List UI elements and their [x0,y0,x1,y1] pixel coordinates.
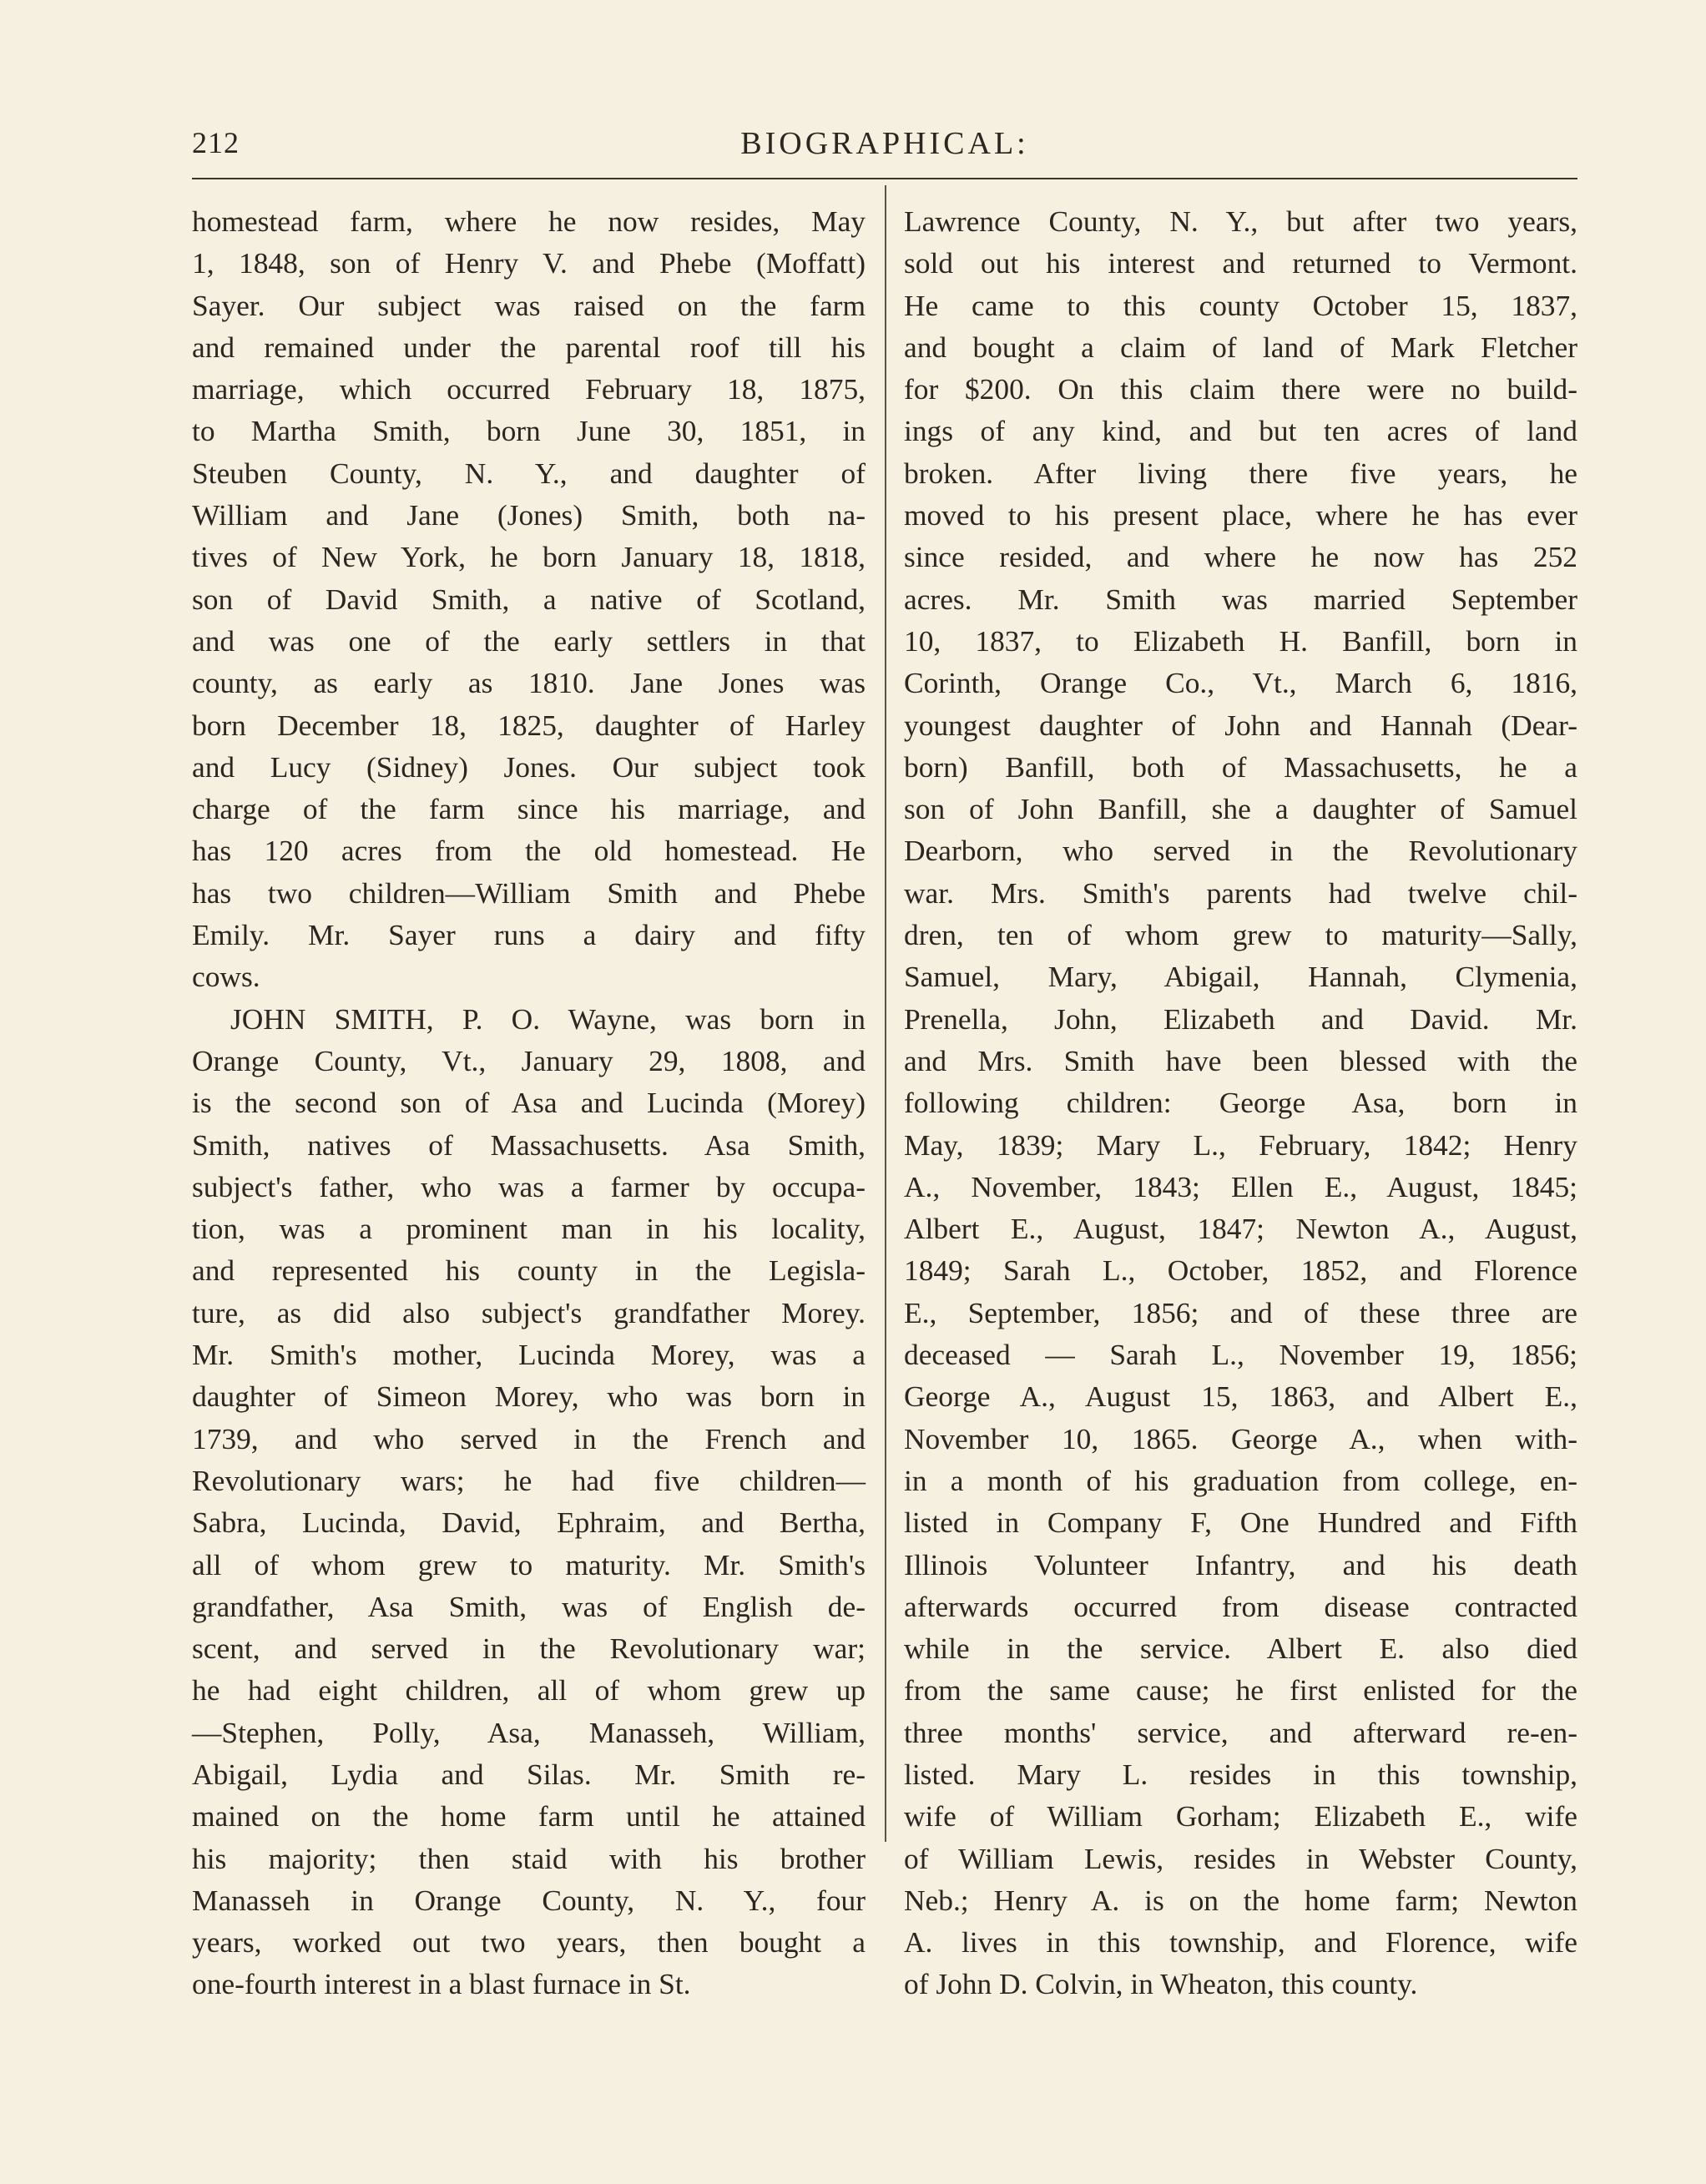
header-rule [192,178,1577,179]
text-line: 10, 1837, to Elizabeth H. Banfill, born in [904,623,1577,658]
text-line: A., November, 1843; Ellen E., August, 1845; [904,1169,1577,1203]
text-line: listed. Mary L. resides in this township, [904,1757,1577,1791]
left-column [192,200,866,2005]
text-line: A. lives in this township, and Florence, wife [904,1925,1577,1960]
text-line: deceased — Sarah L., November 19, 1856; [904,1338,1577,1372]
text-line: he had eight children, all of whom grew up [192,1673,866,1707]
text-line: Abigail, Lydia and Silas. Mr. Smith re- [192,1757,866,1791]
text-line: William and Jane (Jones) Smith, both na- [192,498,866,532]
text-line: JOHN SMITH, P. O. Wayne, was born in [230,1001,866,1036]
text-line: subject's father, who was a farmer by occupa- [192,1169,866,1203]
running-head: BIOGRAPHICAL: [740,126,1029,161]
text-line: of William Lewis, resides in Webster County, [904,1841,1577,1875]
text-line: charge of the farm since his marriage, and [192,792,866,826]
text-line: tives of New York, he born January 18, 1818, [192,540,866,574]
text-line: Lawrence County, N. Y., but after two years, [904,204,1577,238]
text-line: Mr. Smith's mother, Lucinda Morey, was a [192,1338,866,1372]
text-line: cows. [192,960,260,994]
text-line: war. Mrs. Smith's parents had twelve chil- [904,875,1577,910]
text-line: while in the service. Albert E. also died [904,1632,1577,1666]
text-line: and represented his county in the Legisla- [192,1253,866,1288]
text-line: and remained under the parental roof till his [192,330,866,364]
right-column [904,200,1577,2005]
page-header [192,125,1577,175]
text-line: from the same cause; he first enlisted for the [904,1673,1577,1707]
text-line: marriage, which occurred February 18, 1875, [192,372,866,406]
text-line: sold out his interest and returned to Vermont. [904,246,1577,280]
text-line: November 10, 1865. George A., when with- [904,1421,1577,1455]
text-line: one-fourth interest in a blast furnace in St. [192,1967,691,2001]
text-line: 1849; Sarah L., October, 1852, and Florence [904,1253,1577,1288]
text-line: 1739, and who served in the French and [192,1421,866,1455]
paragraph [192,200,866,998]
text-line: homestead farm, where he now resides, May [192,204,866,238]
text-line: his majority; then staid with his brother [192,1841,866,1875]
text-line: son of David Smith, a native of Scotland, [192,582,866,616]
text-line: and was one of the early settlers in that [192,623,866,658]
text-line: E., September, 1856; and of these three are [904,1295,1577,1329]
text-line: Corinth, Orange Co., Vt., March 6, 1816, [904,666,1577,700]
text-line: years, worked out two years, then bought a [192,1925,866,1960]
text-line: Sayer. Our subject was raised on the farm [192,288,866,322]
text-line: Dearborn, who served in the Revolutionary [904,834,1577,868]
text-line: Sabra, Lucinda, David, Ephraim, and Bertha, [192,1506,866,1540]
text-line: Samuel, Mary, Abigail, Hannah, Clymenia, [904,960,1577,994]
text-line: ings of any kind, and but ten acres of land [904,414,1577,448]
text-line: and bought a claim of land of Mark Fletcher [904,330,1577,364]
text-line: born December 18, 1825, daughter of Harley [192,708,866,742]
text-line: daughter of Simeon Morey, who was born in [192,1380,866,1414]
text-line: Emily. Mr. Sayer runs a dairy and fifty [192,918,866,952]
column-divider [885,185,886,1842]
text-line: son of John Banfill, she a daughter of Samuel [904,792,1577,826]
text-line: broken. After living there five years, he [904,456,1577,490]
page-number: 212 [192,126,240,159]
text-line: has two children—William Smith and Phebe [192,875,866,910]
text-line: Smith, natives of Massachusetts. Asa Smith, [192,1127,866,1162]
text-line: mained on the home farm until he attained [192,1799,866,1833]
text-line: Illinois Volunteer Infantry, and his death [904,1547,1577,1581]
text-line: since resided, and where he now has 252 [904,540,1577,574]
text-line: —Stephen, Polly, Asa, Manasseh, William, [192,1715,866,1749]
text-line: Revolutionary wars; he had five children— [192,1463,866,1497]
text-line: listed in Company F, One Hundred and Fifth [904,1506,1577,1540]
text-line: Neb.; Henry A. is on the home farm; Newton [904,1883,1577,1917]
text-line: in a month of his graduation from college, en- [904,1463,1577,1497]
text-line: He came to this county October 15, 1837, [904,288,1577,322]
text-line: scent, and served in the Revolutionary war; [192,1632,866,1666]
text-line: for $200. On this claim there were no build- [904,372,1577,406]
paragraph [192,998,866,2005]
text-line: has 120 acres from the old homestead. He [192,834,866,868]
text-line: afterwards occurred from disease contracted [904,1589,1577,1623]
text-line: born) Banfill, both of Massachusetts, he a [904,749,1577,784]
text-line: to Martha Smith, born June 30, 1851, in [192,414,866,448]
text-line: Orange County, Vt., January 29, 1808, and [192,1043,866,1077]
text-line: following children: George Asa, born in [904,1086,1577,1120]
paragraph [904,200,1577,2005]
text-line: youngest daughter of John and Hannah (Dear- [904,708,1577,742]
text-line: all of whom grew to maturity. Mr. Smith's [192,1547,866,1581]
text-line: and Mrs. Smith have been blessed with the [904,1043,1577,1077]
text-line: Albert E., August, 1847; Newton A., August, [904,1212,1577,1246]
text-line: May, 1839; Mary L., February, 1842; Henry [904,1127,1577,1162]
text-line: grandfather, Asa Smith, was of English de- [192,1589,866,1623]
text-line: tion, was a prominent man in his locality, [192,1212,866,1246]
text-line: is the second son of Asa and Lucinda (Morey) [192,1086,866,1120]
text-line: of John D. Colvin, in Wheaton, this county. [904,1967,1418,2001]
text-line: ture, as did also subject's grandfather Morey. [192,1295,866,1329]
text-line: wife of William Gorham; Elizabeth E., wife [904,1799,1577,1833]
text-line: and Lucy (Sidney) Jones. Our subject took [192,749,866,784]
text-line: Manasseh in Orange County, N. Y., four [192,1883,866,1917]
text-line: dren, ten of whom grew to maturity—Sally, [904,918,1577,952]
text-line: 1, 1848, son of Henry V. and Phebe (Moffatt) [192,246,866,280]
text-line: three months' service, and afterward re-en- [904,1715,1577,1749]
text-line: acres. Mr. Smith was married September [904,582,1577,616]
text-line: Prenella, John, Elizabeth and David. Mr. [904,1001,1577,1036]
text-line: George A., August 15, 1863, and Albert E., [904,1380,1577,1414]
text-line: Steuben County, N. Y., and daughter of [192,456,866,490]
text-line: moved to his present place, where he has ever [904,498,1577,532]
text-line: county, as early as 1810. Jane Jones was [192,666,866,700]
